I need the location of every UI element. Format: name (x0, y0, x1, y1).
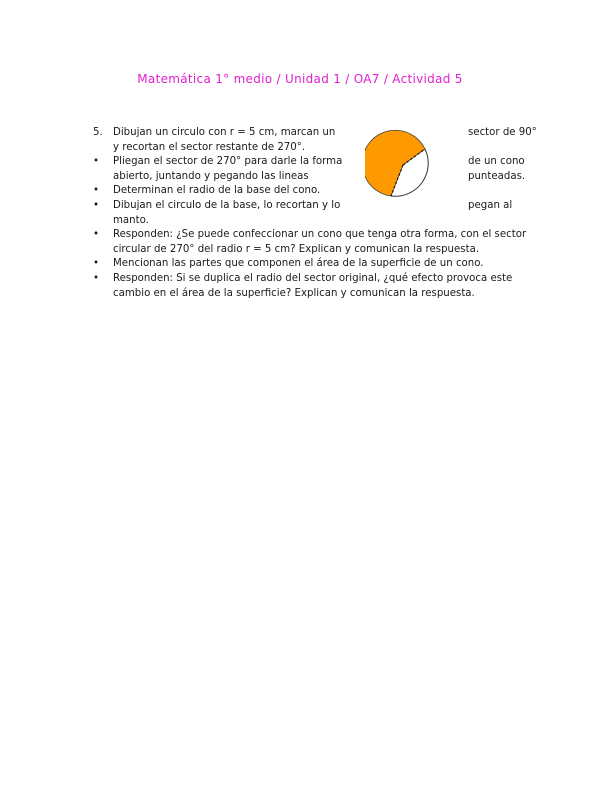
item-text: Pliegan el sector de 270° para darle la forma (113, 156, 343, 168)
list-item (93, 155, 528, 184)
bullet: • (93, 199, 100, 211)
item-text: Determinan el radio de la base del cono. (113, 185, 321, 197)
list-item (93, 199, 528, 228)
circle-sector-270-icon (365, 127, 441, 203)
item-text: Responden: ¿Se puede confeccionar un cono que tenga otra forma, con el sector circular de 270° del radio r = 5 cm? Explican y comunican la respuesta. (113, 229, 527, 255)
bullet: • (93, 229, 100, 241)
item-text-right: sector de 90° (468, 127, 537, 138)
list-item (93, 126, 537, 155)
list-item (93, 228, 528, 257)
item-text-right: pegan al (468, 199, 513, 211)
bullet: • (93, 272, 100, 284)
activity-content (93, 126, 537, 301)
item-text-right: de un cono (468, 156, 525, 168)
list-item (93, 184, 528, 199)
bullet: • (93, 185, 100, 197)
item-text: manto. (113, 214, 149, 226)
item-text: Dibujan un circulo con r = 5 cm, marcan un (113, 127, 336, 138)
item-text: abierto, juntando y pegando las lineas (113, 170, 309, 182)
item-text: Responden: Si se duplica el radio del sector original, ¿qué efecto provoca este cambio en el área de la superficie? Explican y comunican la respuesta. (113, 272, 513, 299)
item-text-right: punteadas. (468, 170, 526, 182)
item-text: Mencionan las partes que componen el área de la superficie de un cono. (113, 258, 484, 270)
list-item (93, 257, 528, 272)
item-text: y recortan el sector restante de 270°. (113, 141, 306, 153)
item-text: Dibujan el circulo de la base, lo recortan y lo (113, 199, 341, 211)
bullet: • (93, 258, 100, 270)
bullet: • (93, 156, 100, 168)
item-number: 5. (93, 127, 103, 138)
list-item (93, 272, 528, 301)
page-title: Matemática 1° medio / Unidad 1 / OA7 / Actividad 5 (137, 72, 463, 86)
